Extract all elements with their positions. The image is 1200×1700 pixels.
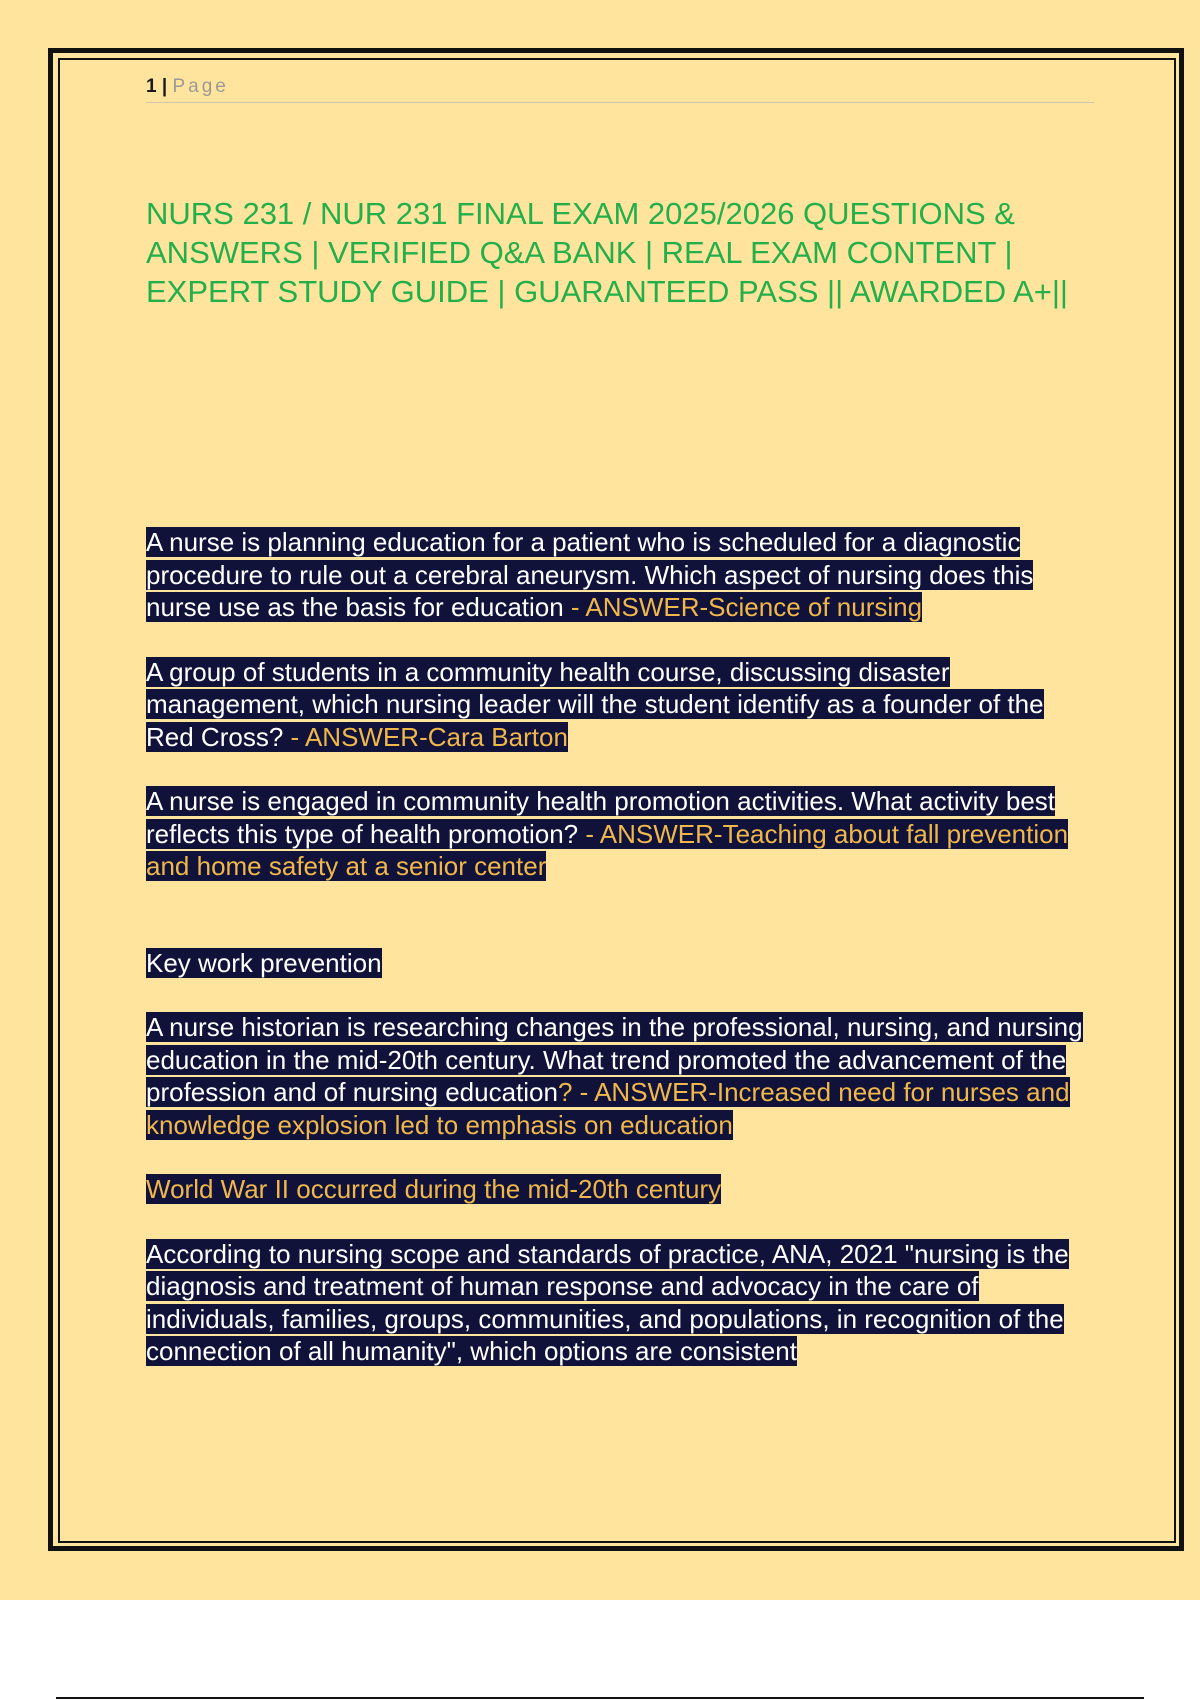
qa-item-4 bbox=[146, 1011, 1086, 1141]
note-answer-text: World War II occurred during the mid-20th century bbox=[146, 1174, 722, 1204]
next-page-rule bbox=[56, 1697, 1144, 1699]
answer-text: - ANSWER-Teaching about fall prevention and home safety at a senior center bbox=[146, 818, 1069, 881]
answer-text: ? - ANSWER-Increased need for nurses and knowledge explosion led to emphasis on education bbox=[146, 1077, 1070, 1140]
question-text: A nurse historian is researching changes in the professional, nursing, and nursing education in the mid-20th century. What trend promoted the advancement of the profession and of nursing education bbox=[146, 1012, 1083, 1107]
answer-text: - ANSWER-Cara Barton bbox=[283, 721, 568, 752]
question-text: A nurse is engaged in community health promotion activities. What activity best reflects this type of health promotion? bbox=[146, 786, 1055, 849]
qa-note-2 bbox=[146, 1173, 1086, 1206]
qa-item-3 bbox=[146, 785, 1086, 883]
qa-item-5 bbox=[146, 1238, 1086, 1368]
qa-item-2 bbox=[146, 656, 1086, 754]
qa-item-1 bbox=[146, 526, 1086, 624]
question-text: A group of students in a community health course, discussing disaster management, which nursing leader will the student identify as a founder of the Red Cross? bbox=[146, 656, 1044, 752]
page-number: 1 bbox=[146, 76, 157, 97]
document-title: NURS 231 / NUR 231 FINAL EXAM 2025/2026 QUESTIONS & ANSWERS | VERIFIED Q&A BANK | REAL EXAM CONTENT | EXPERT STUDY GUIDE | GUARANTEED PASS || AWARDED A+|| bbox=[146, 196, 1068, 309]
page-label: Page bbox=[172, 76, 229, 97]
answer-text: - ANSWER-Science of nursing bbox=[563, 592, 923, 622]
note-text: Key work prevention bbox=[146, 947, 382, 978]
page-header-separator: | bbox=[161, 76, 168, 97]
page-header bbox=[146, 74, 1094, 103]
qa-note-1 bbox=[146, 947, 1086, 980]
question-text: According to nursing scope and standards of practice, ANA, 2021 "nursing is the diagnosis and treatment of human response and advocacy in the care of individuals, families, groups, communities, and populations, in recognition of the connection of all humanity", which options are consistent bbox=[146, 1238, 1069, 1366]
qa-content bbox=[146, 526, 1086, 1400]
question-text: A nurse is planning education for a patient who is scheduled for a diagnostic procedure to rule out a cerebral aneurysm. Which aspect of nursing does this nurse use as the basis for education bbox=[146, 527, 1034, 622]
